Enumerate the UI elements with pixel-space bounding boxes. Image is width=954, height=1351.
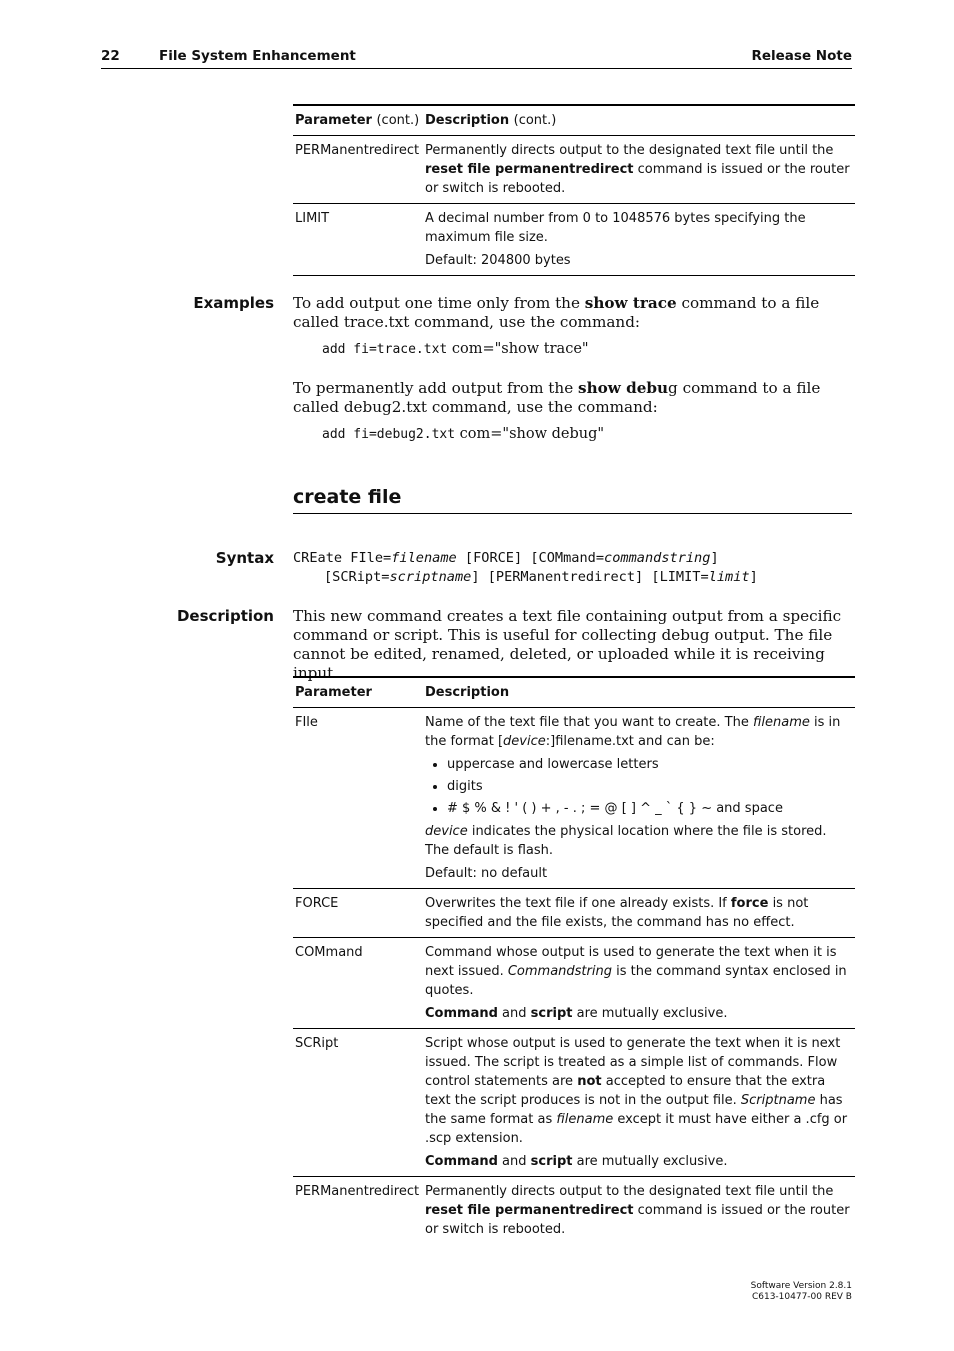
text: is not specified and the file exists, the command has no effect. bbox=[425, 896, 809, 930]
bold-text: show trace bbox=[584, 294, 677, 312]
param-name: SCRipt bbox=[295, 1036, 339, 1051]
example-2-text bbox=[293, 379, 853, 417]
syntax-text: [SCRipt= bbox=[324, 569, 390, 585]
italic-text: Scriptname bbox=[740, 1093, 816, 1108]
list-item: • digits bbox=[447, 777, 853, 796]
description-label: Description bbox=[176, 607, 274, 625]
table-header-row bbox=[293, 105, 855, 136]
text: Script whose output is used to generate the text when it is next issued. The script is treated as a simple list of commands. Flow control statements are bbox=[425, 1036, 841, 1089]
header-note: (cont.) bbox=[376, 113, 420, 128]
text: :]filename.txt and can be: bbox=[545, 734, 715, 749]
examples-label: Examples bbox=[193, 294, 274, 312]
syntax-line-1 bbox=[293, 549, 719, 568]
text: To permanently add output from the bbox=[293, 379, 579, 397]
text: Permanently directs output to the designated text file until the bbox=[425, 1184, 834, 1199]
syntax-param: filename bbox=[391, 550, 457, 566]
example-2-command bbox=[322, 426, 604, 442]
table-row bbox=[293, 889, 855, 938]
text: has the same format as bbox=[425, 1093, 843, 1127]
text: command to a file called trace.txt command, use the command: bbox=[293, 294, 820, 331]
syntax-param: commandstring bbox=[604, 550, 711, 566]
page-number: 22 bbox=[101, 48, 120, 64]
header-title: File System Enhancement bbox=[159, 48, 356, 64]
param-description bbox=[423, 136, 855, 204]
list-item: • uppercase and lowercase letters bbox=[447, 755, 853, 774]
syntax-text: ] bbox=[749, 569, 758, 585]
syntax-line-2 bbox=[324, 568, 758, 587]
param-description bbox=[423, 889, 855, 938]
table-row bbox=[293, 938, 855, 1029]
desc-text: A decimal number from 0 to 1048576 bytes specifying the maximum file size. bbox=[425, 211, 806, 245]
table-header-row bbox=[293, 677, 855, 708]
list-item: • # $ % & ! ' ( ) + , - . ; = @ [ ] ^ _ ` { } ~ and space bbox=[447, 799, 853, 818]
syntax-text: ] bbox=[710, 550, 719, 566]
desc-bold: reset file permanentredirect bbox=[425, 162, 634, 177]
column-header-description bbox=[423, 105, 855, 136]
software-version: Software Version 2.8.1 bbox=[750, 1281, 852, 1291]
text: command is issued or the router or switch is rebooted. bbox=[425, 1203, 850, 1237]
text: Name of the text file that you want to create. The bbox=[425, 715, 753, 730]
desc-text: command is issued or the router or switch is rebooted. bbox=[425, 162, 850, 196]
italic-text: filename bbox=[752, 715, 810, 730]
section-title: create file bbox=[293, 486, 852, 514]
bold-text: reset file permanentredirect bbox=[425, 1203, 634, 1218]
desc-default: Default: 204800 bytes bbox=[425, 253, 571, 268]
param-description bbox=[423, 708, 855, 889]
text: and bbox=[497, 1006, 531, 1021]
param-name: LIMIT bbox=[295, 211, 330, 226]
param-name: FIle bbox=[295, 715, 318, 730]
column-header-parameter: Parameter bbox=[295, 685, 372, 700]
page-header bbox=[101, 48, 852, 69]
column-header-parameter bbox=[293, 105, 423, 136]
bold-text: force bbox=[730, 896, 769, 911]
command-code: add fi=trace.txt bbox=[322, 342, 448, 357]
table-row bbox=[293, 204, 855, 276]
italic-text: filename bbox=[556, 1112, 614, 1127]
param-description bbox=[423, 1177, 855, 1245]
text: accepted to ensure that the extra text the script produces is not in the output file. bbox=[425, 1074, 826, 1108]
desc-paragraph bbox=[425, 1152, 853, 1171]
desc-text: Permanently directs output to the designated text file until the bbox=[425, 143, 834, 158]
table-row bbox=[293, 1029, 855, 1177]
column-header-description: Description bbox=[425, 685, 510, 700]
desc-paragraph bbox=[425, 1004, 853, 1023]
param-name: FORCE bbox=[295, 896, 339, 911]
italic-text: Commandstring bbox=[507, 964, 612, 979]
syntax-text: CREate FIle= bbox=[293, 550, 392, 566]
text: except it must have either a .cfg or .scp extension. bbox=[425, 1112, 848, 1146]
syntax-param: scriptname bbox=[389, 569, 472, 585]
bold-text: Command bbox=[425, 1154, 498, 1169]
desc-default: Default: no default bbox=[425, 866, 548, 881]
text: are mutually exclusive. bbox=[572, 1154, 728, 1169]
command-code: add fi=debug2.txt bbox=[322, 427, 456, 442]
desc-paragraph bbox=[425, 1034, 853, 1148]
bold-text: not bbox=[577, 1074, 602, 1089]
bold-text: script bbox=[530, 1006, 573, 1021]
text: Overwrites the text file if one already exists. If bbox=[425, 896, 731, 911]
bullet-list bbox=[425, 755, 853, 818]
bold-text: show debu bbox=[578, 379, 669, 397]
text: indicates the physical location where the file is stored. The default is flash. bbox=[425, 824, 827, 858]
text: Command whose output is used to generate the text when it is next issued. bbox=[425, 945, 837, 979]
parameter-table bbox=[293, 676, 855, 1244]
command-rest: com="show trace" bbox=[447, 341, 589, 357]
desc-paragraph bbox=[425, 822, 853, 860]
document-code: C613-10477-00 REV B bbox=[751, 1292, 852, 1302]
desc-paragraph bbox=[425, 713, 853, 751]
param-description bbox=[423, 1029, 855, 1177]
header-label: Parameter bbox=[295, 113, 372, 128]
italic-text: device bbox=[425, 824, 468, 839]
header-note: (cont.) bbox=[513, 113, 557, 128]
param-name: PERManentredirect bbox=[295, 143, 420, 158]
syntax-text: ] [PERManentredirect] [LIMIT= bbox=[471, 569, 709, 585]
description-text: This new command creates a text file containing output from a specific command or script. This is useful for collecting debug output. The file cannot be edited, renamed, deleted, or uploaded while it is receiving input. bbox=[293, 607, 842, 682]
param-description bbox=[423, 938, 855, 1029]
page-footer bbox=[751, 1281, 852, 1303]
example-1-command bbox=[322, 341, 589, 357]
italic-text: device bbox=[503, 734, 546, 749]
table-row bbox=[293, 708, 855, 889]
header-release-note: Release Note bbox=[751, 48, 852, 64]
text: and bbox=[497, 1154, 531, 1169]
command-rest: com="show debug" bbox=[455, 426, 605, 442]
bold-text: script bbox=[530, 1154, 573, 1169]
text: g command to a file called debug2.txt command, use the command: bbox=[293, 379, 821, 416]
table-row bbox=[293, 1177, 855, 1245]
param-name: COMmand bbox=[295, 945, 363, 960]
desc-paragraph bbox=[425, 943, 853, 1000]
syntax-param: limit bbox=[708, 569, 750, 585]
syntax-label: Syntax bbox=[215, 549, 274, 567]
header-label: Description bbox=[425, 113, 510, 128]
example-1-text bbox=[293, 294, 853, 332]
parameter-table-continued bbox=[293, 104, 855, 276]
text: is in the format [ bbox=[425, 715, 841, 749]
text: To add output one time only from the bbox=[293, 294, 585, 312]
param-description bbox=[423, 204, 855, 276]
table-row bbox=[293, 136, 855, 204]
syntax-text: [FORCE] [COMmand= bbox=[456, 550, 605, 566]
param-name: PERManentredirect bbox=[295, 1184, 420, 1199]
bold-text: Command bbox=[425, 1006, 498, 1021]
text: are mutually exclusive. bbox=[572, 1006, 728, 1021]
text: is the command syntax enclosed in quotes. bbox=[425, 964, 847, 998]
